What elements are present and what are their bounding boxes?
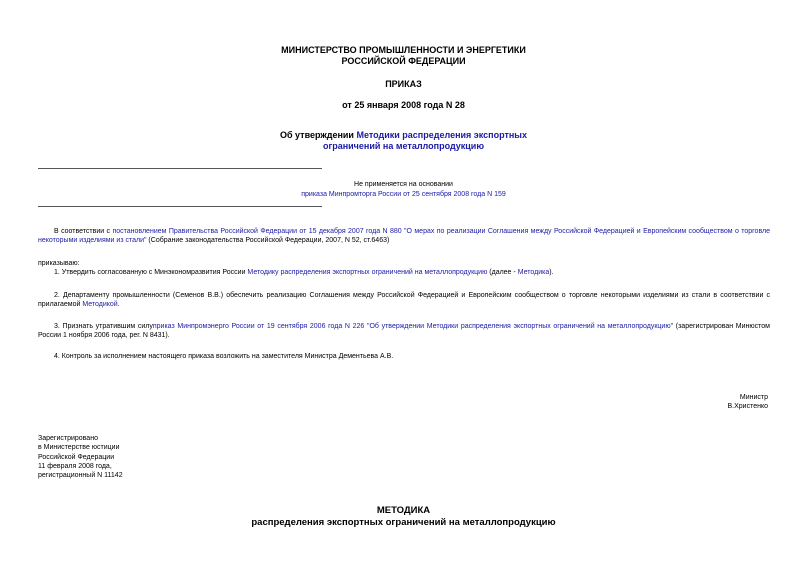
preamble-start: В соответствии с xyxy=(54,228,113,235)
subject-link-line2[interactable]: ограничений на металлопродукцию xyxy=(322,141,485,151)
item2-link[interactable]: Методикой xyxy=(82,301,118,309)
item3-text: 3. Признать утратившим силу xyxy=(54,323,153,330)
doc-type: ПРИКАЗ xyxy=(385,79,422,89)
subject-link-line1[interactable]: Методики распределения экспортных xyxy=(356,130,528,140)
divider-bottom xyxy=(38,206,322,207)
preamble-paragraph xyxy=(38,227,770,246)
methodology-subtitle: распределения экспортных ограничений на металлопродукцию xyxy=(251,517,556,528)
date-number: от 25 января 2008 года N 28 xyxy=(342,100,465,110)
preamble-end: (Собрание законодательства Российской Федерации, 2007, N 52, ст.6463) xyxy=(146,237,390,245)
subject-heading xyxy=(0,130,807,152)
item3-text-b: (зарегистрирован Минюстом России 1 ноября 2006 года, рег. N 8431). xyxy=(38,323,770,340)
registration-line5: регистрационный N 11142 xyxy=(38,472,123,480)
item1-text: 1. Утвердить согласованную с Минэкономразвития России xyxy=(54,269,248,276)
divider-top xyxy=(38,168,322,169)
item1-text-c: ). xyxy=(549,269,554,276)
signature-block xyxy=(600,393,768,412)
item-4: 4. Контроль за исполнением настоящего приказа возложить на заместителя Министра Дементьева А.В. xyxy=(54,353,394,360)
item2-text-b: . xyxy=(117,301,120,309)
item-2 xyxy=(38,291,770,310)
registration-line2: в Министерстве юстиции xyxy=(38,444,120,452)
order-word: приказываю: xyxy=(38,260,80,267)
item-1 xyxy=(38,268,770,277)
ministry-line2: РОССИЙСКОЙ ФЕДЕРАЦИИ xyxy=(341,56,466,66)
ministry-heading xyxy=(0,45,807,67)
item2-text: 2. Департаменту промышленности (Семенов В.В.) обеспечить реализацию Соглашения между Российской Федерацией и Европейским сообществом о торговле некоторыми изделиями из стали в соответствии с прилагаемой xyxy=(38,292,770,309)
status-line: Не применяется на основании xyxy=(354,181,453,188)
item-3 xyxy=(38,322,770,341)
registration-line4: 11 февраля 2008 года, xyxy=(38,462,112,470)
signature-name: В.Христенко xyxy=(727,403,768,411)
subject-prefix: Об утверждении xyxy=(279,130,357,140)
methodology-title: МЕТОДИКА xyxy=(376,505,431,516)
signature-title: Министр xyxy=(739,394,768,401)
item1-link2[interactable]: Методика xyxy=(517,269,550,276)
registration-line3: Российской Федерации xyxy=(38,453,115,461)
registration-block xyxy=(38,434,238,480)
ministry-line1: МИНИСТЕРСТВО ПРОМЫШЛЕННОСТИ И ЭНЕРГЕТИКИ xyxy=(281,45,526,55)
registration-line1: Зарегистрировано xyxy=(38,435,98,442)
preamble-link[interactable]: постановлением Правительства Российской Федерации от 15 декабря 2007 года N 880 "О мерах по реализации Соглашения между Российской Федерацией и Европейским сообществом о торговле некоторыми изделиями из стали" xyxy=(38,228,770,245)
item3-link[interactable]: приказ Минпромэнерго России от 19 сентября 2006 года N 226 "Об утверждении Методики распределения экспортных ограничений на металлопродукцию" xyxy=(152,323,674,330)
item1-link[interactable]: Методику распределения экспортных ограничений на металлопродукцию xyxy=(247,269,488,276)
item1-text-b: (далее - xyxy=(487,269,518,276)
status-link[interactable]: приказа Минпромторга России от 25 сентября 2008 года N 159 xyxy=(301,191,506,198)
